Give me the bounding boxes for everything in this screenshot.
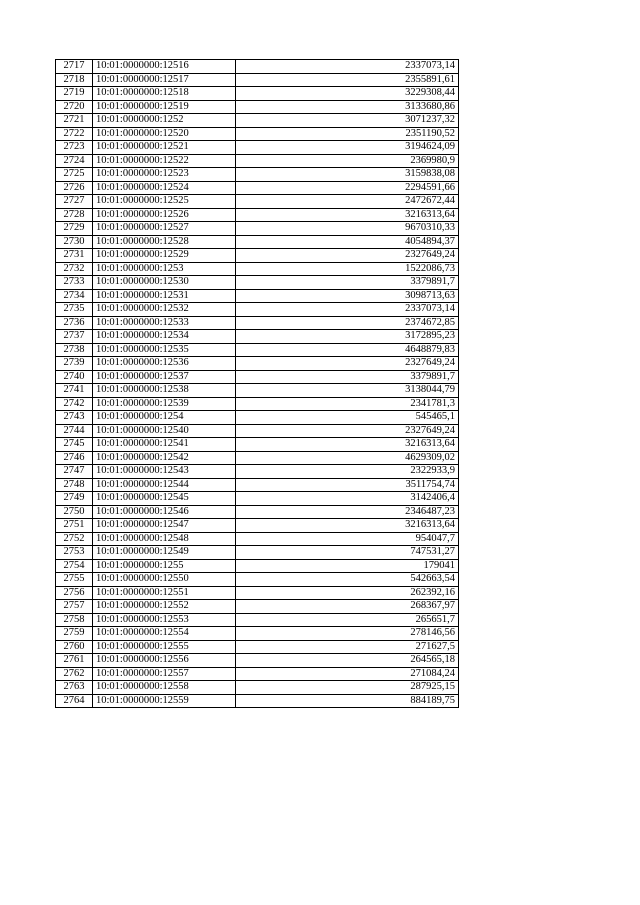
row-number-cell: 2718 (56, 73, 93, 87)
cadastral-number-cell: 10:01:0000000:12518 (93, 87, 236, 101)
table-row (56, 397, 459, 411)
cadastral-number-cell: 10:01:0000000:12541 (93, 438, 236, 452)
cadastral-number-cell: 10:01:0000000:12545 (93, 492, 236, 506)
row-number-cell: 2724 (56, 154, 93, 168)
table-row (56, 100, 459, 114)
value-cell: 3071237,32 (236, 114, 459, 128)
value-cell: 2322933,9 (236, 465, 459, 479)
table-row (56, 465, 459, 479)
row-number-cell: 2752 (56, 532, 93, 546)
cadastral-number-cell: 10:01:0000000:12524 (93, 181, 236, 195)
row-number-cell: 2732 (56, 262, 93, 276)
cadastral-number-cell: 10:01:0000000:12538 (93, 384, 236, 398)
cadastral-number-cell: 10:01:0000000:12523 (93, 168, 236, 182)
value-cell: 3511754,74 (236, 478, 459, 492)
value-cell: 3133680,86 (236, 100, 459, 114)
table-row (56, 330, 459, 344)
table-row (56, 438, 459, 452)
table-row (56, 600, 459, 614)
value-cell: 545465,1 (236, 411, 459, 425)
row-number-cell: 2747 (56, 465, 93, 479)
cadastral-number-cell: 10:01:0000000:12530 (93, 276, 236, 290)
value-cell: 3229308,44 (236, 87, 459, 101)
table-row (56, 87, 459, 101)
value-cell: 262392,16 (236, 586, 459, 600)
row-number-cell: 2722 (56, 127, 93, 141)
cadastral-number-cell: 10:01:0000000:12559 (93, 694, 236, 708)
row-number-cell: 2756 (56, 586, 93, 600)
value-cell: 4054894,37 (236, 235, 459, 249)
table-row (56, 451, 459, 465)
row-number-cell: 2744 (56, 424, 93, 438)
cadastral-number-cell: 10:01:0000000:12535 (93, 343, 236, 357)
cadastral-number-cell: 10:01:0000000:12537 (93, 370, 236, 384)
table-row (56, 141, 459, 155)
cadastral-number-cell: 10:01:0000000:12521 (93, 141, 236, 155)
value-cell: 4629309,02 (236, 451, 459, 465)
value-cell: 1522086,73 (236, 262, 459, 276)
table-row (56, 357, 459, 371)
cadastral-number-cell: 10:01:0000000:12520 (93, 127, 236, 141)
value-cell: 3098713,63 (236, 289, 459, 303)
cadastral-number-cell: 10:01:0000000:12546 (93, 505, 236, 519)
row-number-cell: 2741 (56, 384, 93, 398)
value-cell: 2327649,24 (236, 357, 459, 371)
value-cell: 2355891,61 (236, 73, 459, 87)
row-number-cell: 2736 (56, 316, 93, 330)
row-number-cell: 2751 (56, 519, 93, 533)
table-row (56, 586, 459, 600)
value-cell: 2337073,14 (236, 60, 459, 74)
row-number-cell: 2764 (56, 694, 93, 708)
cadastral-number-cell: 10:01:0000000:12516 (93, 60, 236, 74)
row-number-cell: 2763 (56, 681, 93, 695)
row-number-cell: 2755 (56, 573, 93, 587)
table-row (56, 627, 459, 641)
row-number-cell: 2725 (56, 168, 93, 182)
value-cell: 2337073,14 (236, 303, 459, 317)
value-cell: 2327649,24 (236, 424, 459, 438)
value-cell: 3172895,23 (236, 330, 459, 344)
row-number-cell: 2734 (56, 289, 93, 303)
cadastral-number-cell: 10:01:0000000:12528 (93, 235, 236, 249)
table-row (56, 559, 459, 573)
value-cell: 268367,97 (236, 600, 459, 614)
table-body (56, 60, 459, 708)
value-cell: 3138044,79 (236, 384, 459, 398)
row-number-cell: 2735 (56, 303, 93, 317)
value-cell: 4648879,83 (236, 343, 459, 357)
table-row (56, 343, 459, 357)
cadastral-number-cell: 10:01:0000000:12531 (93, 289, 236, 303)
cadastral-number-cell: 10:01:0000000:12551 (93, 586, 236, 600)
row-number-cell: 2750 (56, 505, 93, 519)
cadastral-number-cell: 10:01:0000000:12550 (93, 573, 236, 587)
row-number-cell: 2731 (56, 249, 93, 263)
row-number-cell: 2743 (56, 411, 93, 425)
value-cell: 2374672,85 (236, 316, 459, 330)
cadastral-number-cell: 10:01:0000000:12555 (93, 640, 236, 654)
value-cell: 278146,56 (236, 627, 459, 641)
value-cell: 3159838,08 (236, 168, 459, 182)
table-row (56, 303, 459, 317)
value-cell: 3194624,09 (236, 141, 459, 155)
value-cell: 3379891,7 (236, 370, 459, 384)
row-number-cell: 2720 (56, 100, 93, 114)
cadastral-number-cell: 10:01:0000000:12540 (93, 424, 236, 438)
value-cell: 3216313,64 (236, 519, 459, 533)
value-cell: 2346487,23 (236, 505, 459, 519)
table-row (56, 114, 459, 128)
value-cell: 287925,15 (236, 681, 459, 695)
value-cell: 3379891,7 (236, 276, 459, 290)
cadastral-number-cell: 10:01:0000000:12522 (93, 154, 236, 168)
cadastral-number-cell: 10:01:0000000:12529 (93, 249, 236, 263)
table-row (56, 222, 459, 236)
row-number-cell: 2754 (56, 559, 93, 573)
cadastral-number-cell: 10:01:0000000:12534 (93, 330, 236, 344)
table-row (56, 424, 459, 438)
row-number-cell: 2717 (56, 60, 93, 74)
row-number-cell: 2733 (56, 276, 93, 290)
table-row (56, 384, 459, 398)
table-row (56, 154, 459, 168)
cadastral-value-table (55, 59, 459, 708)
table-row (56, 411, 459, 425)
cadastral-number-cell: 10:01:0000000:12549 (93, 546, 236, 560)
cadastral-number-cell: 10:01:0000000:12527 (93, 222, 236, 236)
row-number-cell: 2749 (56, 492, 93, 506)
table-row (56, 195, 459, 209)
table-row (56, 60, 459, 74)
cadastral-number-cell: 10:01:0000000:1252 (93, 114, 236, 128)
table-row (56, 667, 459, 681)
table-row (56, 640, 459, 654)
table-row (56, 370, 459, 384)
row-number-cell: 2748 (56, 478, 93, 492)
table-row (56, 181, 459, 195)
value-cell: 271627,5 (236, 640, 459, 654)
value-cell: 271084,24 (236, 667, 459, 681)
cadastral-number-cell: 10:01:0000000:1253 (93, 262, 236, 276)
table-row (56, 546, 459, 560)
value-cell: 3216313,64 (236, 208, 459, 222)
value-cell: 542663,54 (236, 573, 459, 587)
row-number-cell: 2719 (56, 87, 93, 101)
value-cell: 2472672,44 (236, 195, 459, 209)
row-number-cell: 2759 (56, 627, 93, 641)
value-cell: 2341781,3 (236, 397, 459, 411)
row-number-cell: 2729 (56, 222, 93, 236)
cadastral-number-cell: 10:01:0000000:12548 (93, 532, 236, 546)
table-row (56, 573, 459, 587)
table-row (56, 276, 459, 290)
table-row (56, 478, 459, 492)
cadastral-number-cell: 10:01:0000000:12519 (93, 100, 236, 114)
cadastral-number-cell: 10:01:0000000:12553 (93, 613, 236, 627)
cadastral-number-cell: 10:01:0000000:12517 (93, 73, 236, 87)
row-number-cell: 2753 (56, 546, 93, 560)
cadastral-number-cell: 10:01:0000000:12542 (93, 451, 236, 465)
table-row (56, 613, 459, 627)
value-cell: 9670310,33 (236, 222, 459, 236)
value-cell: 2294591,66 (236, 181, 459, 195)
row-number-cell: 2723 (56, 141, 93, 155)
cadastral-number-cell: 10:01:0000000:12556 (93, 654, 236, 668)
row-number-cell: 2726 (56, 181, 93, 195)
row-number-cell: 2738 (56, 343, 93, 357)
row-number-cell: 2727 (56, 195, 93, 209)
cadastral-number-cell: 10:01:0000000:12547 (93, 519, 236, 533)
cadastral-number-cell: 10:01:0000000:12533 (93, 316, 236, 330)
cadastral-number-cell: 10:01:0000000:12525 (93, 195, 236, 209)
table-row (56, 654, 459, 668)
table-row (56, 168, 459, 182)
table-row (56, 694, 459, 708)
table-row (56, 262, 459, 276)
value-cell: 2369980,9 (236, 154, 459, 168)
value-cell: 747531,27 (236, 546, 459, 560)
table-row (56, 532, 459, 546)
row-number-cell: 2739 (56, 357, 93, 371)
row-number-cell: 2721 (56, 114, 93, 128)
cadastral-number-cell: 10:01:0000000:12543 (93, 465, 236, 479)
cadastral-number-cell: 10:01:0000000:12536 (93, 357, 236, 371)
value-cell: 884189,75 (236, 694, 459, 708)
cadastral-number-cell: 10:01:0000000:12526 (93, 208, 236, 222)
cadastral-number-cell: 10:01:0000000:1254 (93, 411, 236, 425)
value-cell: 954047,7 (236, 532, 459, 546)
row-number-cell: 2730 (56, 235, 93, 249)
cadastral-number-cell: 10:01:0000000:1255 (93, 559, 236, 573)
table-row (56, 249, 459, 263)
table-row (56, 681, 459, 695)
table-row (56, 235, 459, 249)
cadastral-number-cell: 10:01:0000000:12554 (93, 627, 236, 641)
table-row (56, 127, 459, 141)
row-number-cell: 2740 (56, 370, 93, 384)
value-cell: 3216313,64 (236, 438, 459, 452)
value-cell: 264565,18 (236, 654, 459, 668)
value-cell: 2327649,24 (236, 249, 459, 263)
row-number-cell: 2757 (56, 600, 93, 614)
row-number-cell: 2746 (56, 451, 93, 465)
table-row (56, 73, 459, 87)
cadastral-number-cell: 10:01:0000000:12552 (93, 600, 236, 614)
table-row (56, 505, 459, 519)
value-cell: 265651,7 (236, 613, 459, 627)
row-number-cell: 2761 (56, 654, 93, 668)
cadastral-number-cell: 10:01:0000000:12539 (93, 397, 236, 411)
cadastral-number-cell: 10:01:0000000:12557 (93, 667, 236, 681)
row-number-cell: 2737 (56, 330, 93, 344)
table-row (56, 208, 459, 222)
table-row (56, 316, 459, 330)
row-number-cell: 2745 (56, 438, 93, 452)
value-cell: 179041 (236, 559, 459, 573)
table-row (56, 289, 459, 303)
row-number-cell: 2762 (56, 667, 93, 681)
cadastral-number-cell: 10:01:0000000:12544 (93, 478, 236, 492)
row-number-cell: 2760 (56, 640, 93, 654)
cadastral-number-cell: 10:01:0000000:12532 (93, 303, 236, 317)
table-row (56, 492, 459, 506)
table-row (56, 519, 459, 533)
cadastral-number-cell: 10:01:0000000:12558 (93, 681, 236, 695)
value-cell: 3142406,4 (236, 492, 459, 506)
row-number-cell: 2758 (56, 613, 93, 627)
row-number-cell: 2728 (56, 208, 93, 222)
row-number-cell: 2742 (56, 397, 93, 411)
value-cell: 2351190,52 (236, 127, 459, 141)
